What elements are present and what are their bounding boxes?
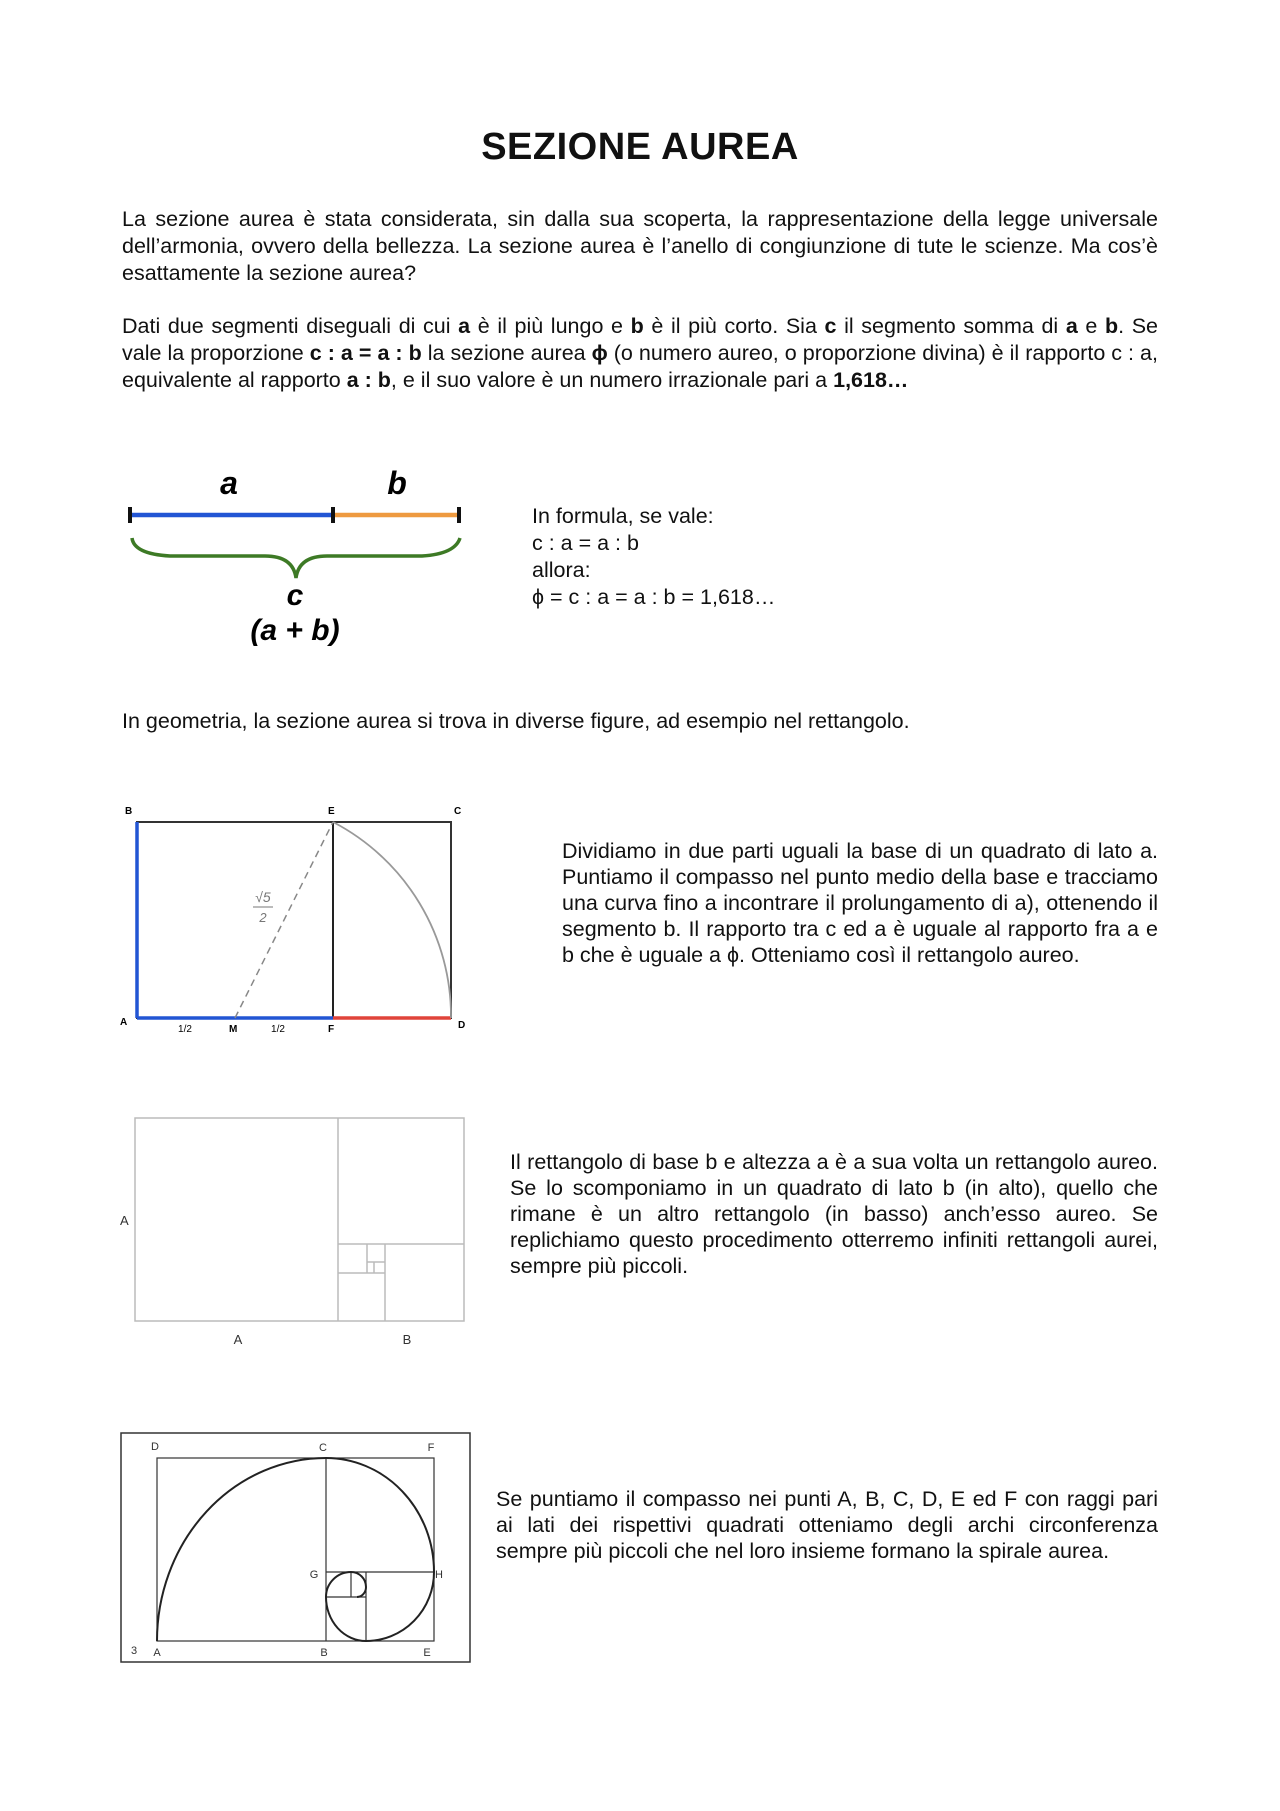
formula-line-1: In formula, se vale:	[532, 504, 714, 528]
golden-spiral	[157, 1458, 434, 1641]
subdivision-base-label-b: B	[402, 1332, 412, 1347]
intro-text-1: La sezione aurea è stata considerata, sin dalla sua scoperta, la rappresentazione della legge universale dell’armonia, ovvero della bellezza. La sezione aurea è l’anello di congiunzione di tute le scienze. Ma cos’è esattamente la sezione aurea?	[122, 207, 1158, 285]
formula-block	[532, 503, 775, 611]
formula-line-3: allora:	[532, 558, 591, 582]
spiral-label-E: E	[423, 1647, 431, 1659]
subdivision-paragraph: Il rettangolo di base b e altezza a è a sua volta un rettangolo aureo. Se lo scomponiamo in un quadrato di lato b (in alto), quello che rimane è un altro rettangolo (in basso) anch’esso aureo. Se replichiamo questo procedimento otterremo infiniti rettangoli aurei, sempre più piccoli.	[510, 1150, 1158, 1278]
rectangle-outline	[137, 822, 451, 1018]
segment-label-sum: (a + b)	[250, 614, 340, 647]
half-label-2: 1/2	[271, 1024, 285, 1035]
geometry-intro: In geometria, la sezione aurea si trova in diverse figure, ad esempio nel rettangolo.	[122, 709, 910, 733]
segment-brace	[132, 538, 460, 578]
intro-paragraph-1	[122, 206, 1158, 287]
spiral-label-number: 3	[130, 1645, 138, 1657]
segment-label-b: b	[387, 465, 407, 501]
construction-figure	[110, 800, 480, 1035]
spiral-text	[496, 1486, 1158, 1564]
construction-text	[562, 838, 1158, 968]
subdivision-side-label: A	[120, 1213, 129, 1228]
point-label-A: A	[120, 1017, 128, 1028]
spiral-label-A: A	[153, 1647, 161, 1659]
spiral-label-C: C	[319, 1442, 327, 1454]
point-label-E: E	[328, 806, 335, 817]
subdivision-figure	[110, 1110, 480, 1350]
spiral-figure	[120, 1432, 472, 1664]
spiral-label-H: H	[435, 1569, 443, 1581]
spiral-label-B: B	[320, 1647, 328, 1659]
spiral-label-F: F	[427, 1442, 435, 1454]
spiral-frame	[121, 1433, 470, 1662]
subdivision-text	[510, 1149, 1158, 1279]
segment-label-a: a	[220, 465, 238, 501]
point-label-B: B	[125, 806, 133, 817]
spiral-label-G: G	[309, 1569, 319, 1581]
construction-paragraph: Dividiamo in due parti uguali la base di un quadrato di lato a. Puntiamo il compasso nel punto medio della base e tracciamo una curva fino a incontrare il prolungamento di a), ottenendo il segmento b. Il rapporto tra c ed a è uguale al rapporto fra a e b che è uguale a ϕ. Otteniamo così il rettangolo aureo.	[562, 839, 1158, 967]
spiral-label-D: D	[151, 1441, 159, 1453]
point-label-M: M	[229, 1024, 238, 1035]
point-label-C: C	[454, 806, 462, 817]
diagonal-dashed	[235, 822, 333, 1018]
outer-rectangle	[135, 1118, 464, 1321]
spiral-rectangle	[157, 1458, 434, 1641]
spiral-paragraph: Se puntiamo il compasso nei punti A, B, C, D, E ed F con raggi pari ai lati dei rispettivi quadrati otteniamo degli archi circonferenza sempre più piccoli che nel loro insieme formano la spirale aurea.	[496, 1487, 1158, 1563]
formula-line-4: ϕ = c : a = a : b = 1,618…	[532, 585, 776, 609]
segment-figure	[110, 450, 490, 650]
formula-line-2: c : a = a : b	[532, 531, 639, 555]
half-label-1: 1/2	[178, 1024, 192, 1035]
point-label-F: F	[328, 1024, 335, 1035]
sqrt-denominator: 2	[259, 910, 267, 925]
definition-text: Dati due segmenti diseguali di cui a è il più lungo e b è il più corto. Sia c il segmento somma di a e b. Se vale la proporzione c : a = a : b la sezione aurea ϕ (o numero aureo, o proporzione divina) è il rapporto c : a, equivalente al rapporto a : b, e il suo valore è un numero irrazionale pari a 1,618…	[122, 314, 1159, 392]
point-label-D: D	[458, 1020, 466, 1031]
segment-label-c: c	[286, 579, 304, 612]
page-title: SEZIONE AUREA	[481, 126, 799, 168]
sqrt-numerator: √5	[255, 889, 271, 905]
subdivision-base-label-a: A	[233, 1332, 243, 1347]
compass-arc	[333, 822, 451, 1018]
intro-paragraph-2	[122, 313, 1158, 394]
